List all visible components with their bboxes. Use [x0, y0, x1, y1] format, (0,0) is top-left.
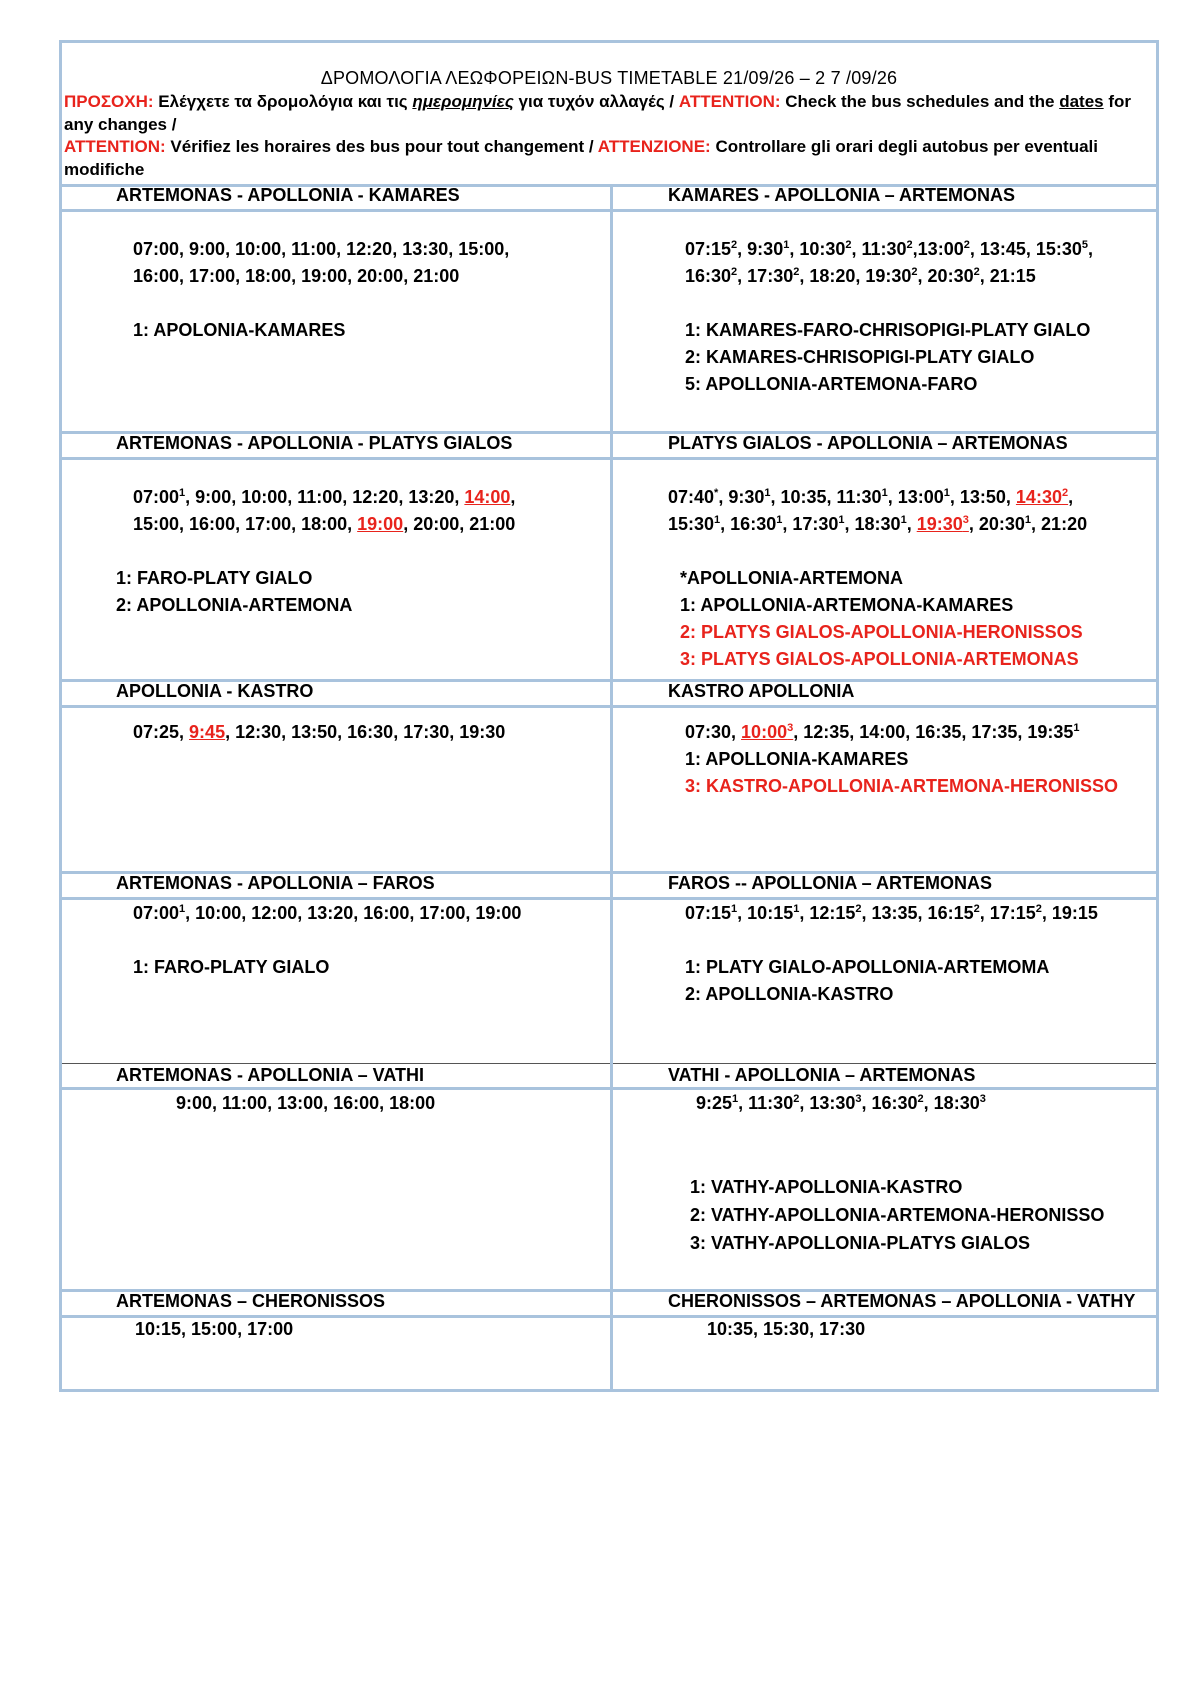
schedule-notes — [680, 565, 1083, 673]
route-title: KAMARES - APOLLONIA – ARTEMONAS — [668, 185, 1016, 205]
schedule-notes — [116, 565, 352, 619]
route-note: 5: APOLLONIA-ARTEMONA-FARO — [685, 374, 978, 394]
timetable-sheet — [59, 40, 1159, 1392]
changed-time: 9:45 — [189, 722, 226, 742]
route-note: 1: APOLONIA-KAMARES — [133, 320, 346, 340]
timetable-header — [64, 67, 1154, 181]
route-note: 3: VATHY-APOLLONIA-PLATYS GIALOS — [690, 1233, 1031, 1253]
route-title: PLATYS GIALOS - APOLLONIA – ARTEMONAS — [668, 433, 1068, 453]
route-title: KASTRO APOLLONIA — [668, 681, 855, 701]
changed-time: $10:00^3$ — [741, 722, 794, 742]
route-title: ARTEMONAS - APOLLONIA – FAROS — [116, 873, 435, 893]
route-note: 1: FARO-PLATY GIALO — [116, 568, 313, 588]
schedule-cell: $07:15^2$, $9:30^1$, $10:30^2$, $11:30^2,13:00^2$, 13:45, $15:30^5$, $16:30^2$, $17:30^2$, 18:20, $19:30^2$, $20:30^2$, 21:15 1: KAMARES-FARO-CHRISOPIGI-PLATY GIALO 2: KAMARES-CHRISOPIGI-PLATY GIALO 5: APOLLONIA-ARTEMONA-FARO — [685, 236, 1093, 398]
route-note: 3: PLATYS GIALOS-APOLLONIA-ARTEMONAS — [680, 649, 1079, 669]
row-divider — [62, 457, 1156, 460]
changed-time: $14:30^2$ — [1015, 487, 1069, 507]
route-title: ARTEMONAS - APOLLONIA - KAMARES — [116, 185, 460, 205]
route-note: *APOLLONIA-ARTEMONA — [680, 568, 903, 588]
schedule-cell: $9:25^1$, $11:30^2$, $13:30^3$, $16:30^2$, $18:30^3$ — [696, 1093, 986, 1113]
route-note: 1: APOLLONIA-ARTEMONA-KAMARES — [680, 595, 1014, 615]
schedule-cell: $07:15^1$, $10:15^1$, $12:15^2$, 13:35, $16:15^2$, $17:15^2$, 19:15 1: PLATY GIALO-APOLLONIA-ARTEMOMA 2: APOLLONIA-KASTRO — [685, 900, 1098, 1008]
route-note: 1: KAMARES-FARO-CHRISOPIGI-PLATY GIALO — [685, 320, 1091, 340]
changed-time: $19:30^3$ — [916, 514, 969, 534]
changed-time: 14:00 — [464, 487, 511, 507]
row-divider — [62, 1063, 1156, 1064]
route-title: ARTEMONAS – CHERONISSOS — [116, 1291, 386, 1311]
route-note: 1: APOLLONIA-KAMARES — [685, 749, 909, 769]
column-divider — [610, 184, 613, 1389]
route-note: 2: APOLLONIA-ARTEMONA — [116, 595, 353, 615]
row-divider — [62, 209, 1156, 212]
route-note: 1: VATHY-APOLLONIA-KASTRO — [690, 1177, 963, 1197]
route-title: VATHI - APOLLONIA – ARTEMONAS — [668, 1065, 976, 1085]
warning-label-en: ATTENTION: — [678, 92, 781, 111]
route-note: 2: VATHY-APOLLONIA-ARTEMONA-HERONISSO — [690, 1205, 1105, 1225]
schedule-cell: 07:30, $10:00^3$, 12:35, 14:00, 16:35, 17:35, $19:35^1$ 1: APOLLONIA-KAMARES 3: KASTRO-APOLLONIA-ARTEMONA-HERONISSO — [685, 719, 1118, 800]
warning-text: ΠΡΟΣΟΧΗ: Ελέγχετε τα δρομολόγια και τις ημερομηνίες για τυχόν αλλαγές / ATTENTION: Check the bus schedules and the dates for any changes / — [64, 92, 1132, 134]
schedule-cell: 07:40*, $9:30^1$, 10:35, $11:30^1$, $13:00^1$, 13:50, $14:30^2$, $15:30^1$, $16:30^1$, $17:30^1$, $18:30^1$, $19:30^3$, $20:30^1$, 21:20 — [668, 487, 1088, 534]
warning-text-2: ATTENTION: Vérifiez les horaires des bus pour tout changement / ATTENZIONE: Controllare gli orari degli autobus per eventuali modifiche — [64, 137, 1099, 179]
row-divider — [62, 705, 1156, 708]
route-title: ARTEMONAS - APOLLONIA - PLATYS GIALOS — [116, 433, 513, 453]
route-note: 2: PLATYS GIALOS-APOLLONIA-HERONISSOS — [680, 622, 1083, 642]
route-note: 1: PLATY GIALO-APOLLONIA-ARTEMOMA — [685, 957, 1050, 977]
page-title: ΔΡΟΜΟΛΟΓΙΑ ΛΕΩΦΟΡΕΙΩΝ-BUS TIMETABLE 21/09/26 – 2 7 /09/26 — [320, 68, 898, 88]
warning-label-it: ATTENZIONE: — [597, 137, 711, 156]
schedule-cell: 10:15, 15:00, 17:00 — [135, 1319, 294, 1339]
route-title: CHERONISSOS – ARTEMONAS – APOLLONIA - VATHY — [668, 1291, 1136, 1311]
schedule-cell: $07:00^1$, 9:00, 10:00, 11:00, 12:20, 13:20, 14:00, 15:00, 16:00, 17:00, 18:00, 19:00, 20:00, 21:00 — [133, 487, 516, 534]
changed-time: 19:00 — [357, 514, 404, 534]
route-note: 1: FARO-PLATY GIALO — [133, 957, 330, 977]
route-note: 2: KAMARES-CHRISOPIGI-PLATY GIALO — [685, 347, 1035, 367]
schedule-cell: 07:00, 9:00, 10:00, 11:00, 12:20, 13:30, 15:00, 16:00, 17:00, 18:00, 19:00, 20:00, 21:00 1: APOLONIA-KAMARES — [133, 236, 509, 344]
warning-label-fr: ATTENTION: — [64, 137, 166, 156]
route-note: 3: KASTRO-APOLLONIA-ARTEMONA-HERONISSO — [685, 776, 1118, 796]
route-title: FAROS -- APOLLONIA – ARTEMONAS — [668, 873, 992, 893]
route-title: APOLLONIA - KASTRO — [116, 681, 314, 701]
warning-label-gr: ΠΡΟΣΟΧΗ: — [64, 92, 154, 111]
route-title: ARTEMONAS - APOLLONIA – VATHI — [116, 1065, 424, 1085]
schedule-cell: 9:00, 11:00, 13:00, 16:00, 18:00 — [176, 1093, 436, 1113]
route-note: 2: APOLLONIA-KASTRO — [685, 984, 894, 1004]
schedule-cell: 10:35, 15:30, 17:30 — [707, 1319, 866, 1339]
schedule-notes — [690, 1173, 1104, 1257]
schedule-cell: 07:25, 9:45, 12:30, 13:50, 16:30, 17:30, 19:30 — [133, 722, 506, 742]
schedule-cell: $07:00^1$, 10:00, 12:00, 13:20, 16:00, 17:00, 19:00 1: FARO-PLATY GIALO — [133, 900, 521, 981]
